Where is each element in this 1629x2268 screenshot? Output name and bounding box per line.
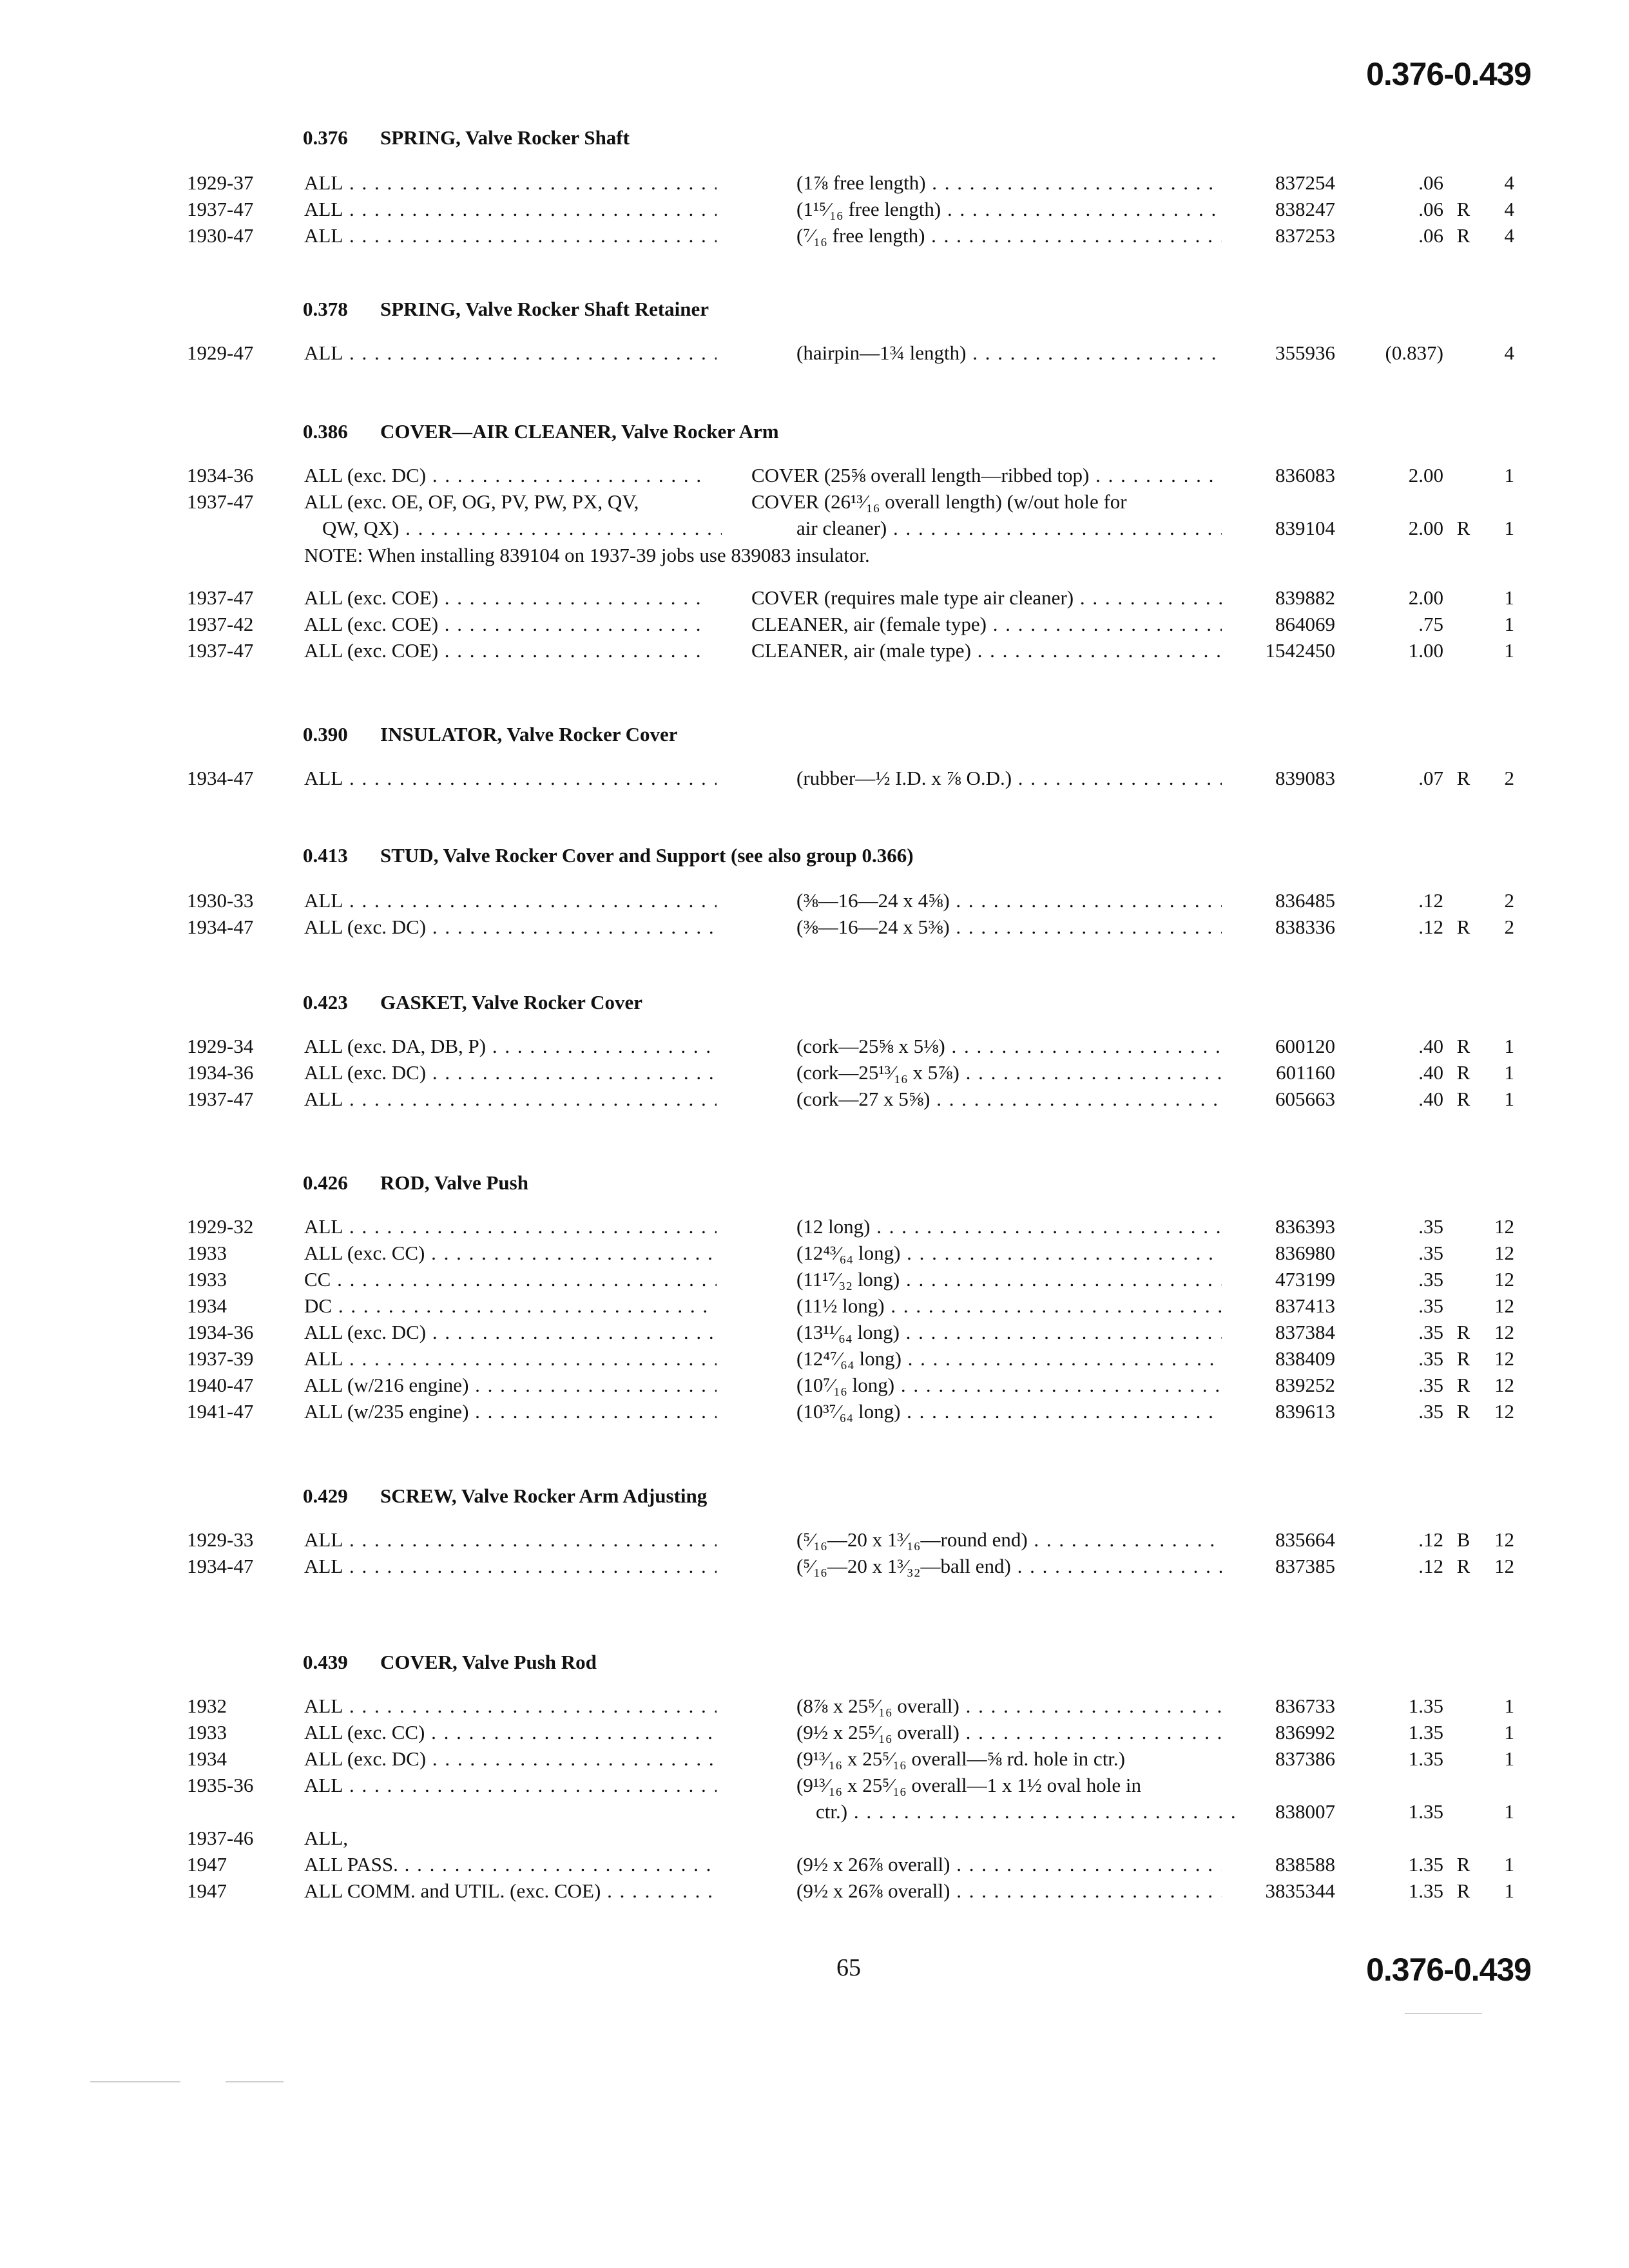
quantity: 2 xyxy=(1504,889,1514,912)
part-row xyxy=(0,1242,1629,1269)
price: .12 xyxy=(1418,889,1443,912)
models: ALL . . . xyxy=(304,767,717,790)
price: 1.35 xyxy=(1408,1853,1443,1876)
models: ALL (exc. DC) . . . xyxy=(304,1061,717,1084)
years: 1937-46 xyxy=(187,1827,254,1849)
years: 1937-47 xyxy=(187,586,254,609)
models: ALL . . . xyxy=(304,1215,717,1238)
quantity: 1 xyxy=(1504,1800,1514,1823)
years: 1937-47 xyxy=(187,1088,254,1110)
description: (⅜—16—24 x 5⅜) . . . xyxy=(796,916,1222,939)
models: ALL PASS. . . . xyxy=(304,1853,717,1876)
price: .12 xyxy=(1418,1528,1443,1551)
models: CC . . . xyxy=(304,1268,717,1291)
price: .12 xyxy=(1418,916,1443,938)
price: 1.35 xyxy=(1408,1747,1443,1770)
flag: R xyxy=(1456,1555,1470,1577)
years: 1937-47 xyxy=(187,198,254,220)
models: ALL . . . xyxy=(304,1555,717,1578)
part-row xyxy=(0,767,1629,794)
years: 1934-47 xyxy=(187,916,254,938)
quantity: 1 xyxy=(1504,1853,1514,1876)
flag: R xyxy=(1456,1347,1470,1370)
part-row xyxy=(0,1268,1629,1295)
part-row xyxy=(0,1374,1629,1401)
flag: R xyxy=(1456,1061,1470,1084)
part-row xyxy=(0,1528,1629,1555)
years: 1933 xyxy=(187,1242,227,1264)
quantity: 1 xyxy=(1504,613,1514,635)
part-number: 838007 xyxy=(1275,1800,1335,1823)
part-number: 1542450 xyxy=(1265,639,1335,662)
price: 1.35 xyxy=(1408,1695,1443,1717)
part-number: 836733 xyxy=(1275,1695,1335,1717)
years: 1947 xyxy=(187,1879,227,1902)
page-number: 65 xyxy=(836,1954,861,1981)
part-number: 605663 xyxy=(1275,1088,1335,1110)
part-row xyxy=(0,1347,1629,1374)
part-row xyxy=(0,1800,1629,1827)
flag: R xyxy=(1456,1853,1470,1876)
years: 1933 xyxy=(187,1721,227,1744)
years: 1929-37 xyxy=(187,171,254,194)
section-heading xyxy=(303,1171,528,1195)
price: .35 xyxy=(1418,1321,1443,1343)
part-number: 355936 xyxy=(1275,341,1335,364)
quantity: 1 xyxy=(1504,1695,1514,1717)
section-heading xyxy=(303,420,779,443)
group-number: 0.386 xyxy=(303,420,348,443)
section-title: ROD, Valve Push xyxy=(380,1171,528,1194)
years: 1947 xyxy=(187,1853,227,1876)
description: ctr.) . . . xyxy=(796,1800,1241,1823)
part-row xyxy=(0,171,1629,198)
models: ALL (w/235 engine) . . . xyxy=(304,1400,717,1423)
description: (hairpin—1¾ length) . . . xyxy=(796,341,1222,365)
years: 1937-42 xyxy=(187,613,254,635)
years: 1933 xyxy=(187,1268,227,1291)
part-number: 836980 xyxy=(1275,1242,1335,1264)
quantity: 1 xyxy=(1504,517,1514,539)
flag: R xyxy=(1456,517,1470,539)
quantity: 1 xyxy=(1504,1061,1514,1084)
price: .12 xyxy=(1418,1555,1443,1577)
description: (13¹¹⁄₆₄ long) . . . xyxy=(796,1321,1222,1344)
price: .35 xyxy=(1418,1242,1443,1264)
part-row xyxy=(0,490,1629,517)
quantity: 2 xyxy=(1504,916,1514,938)
quantity: 12 xyxy=(1494,1215,1514,1238)
price: .06 xyxy=(1418,224,1443,247)
section-title: INSULATOR, Valve Rocker Cover xyxy=(380,723,678,745)
description: (12⁴³⁄₆₄ long) . . . xyxy=(796,1242,1222,1265)
part-number: 600120 xyxy=(1275,1035,1335,1057)
price: .06 xyxy=(1418,171,1443,194)
part-number: 839613 xyxy=(1275,1400,1335,1423)
years: 1929-34 xyxy=(187,1035,254,1057)
price: .40 xyxy=(1418,1035,1443,1057)
models: ALL . . . xyxy=(304,171,717,195)
years: 1929-47 xyxy=(187,341,254,364)
description: (⁷⁄₁₆ free length) . . . xyxy=(796,224,1222,247)
part-number: 835664 xyxy=(1275,1528,1335,1551)
description: (10³⁷⁄₆₄ long) . . . xyxy=(796,1400,1222,1423)
years: 1941-47 xyxy=(187,1400,254,1423)
flag: R xyxy=(1456,1374,1470,1396)
quantity: 1 xyxy=(1504,1035,1514,1057)
price: .07 xyxy=(1418,767,1443,789)
price: 1.00 xyxy=(1408,639,1443,662)
quantity: 12 xyxy=(1494,1555,1514,1577)
price: 1.35 xyxy=(1408,1800,1443,1823)
quantity: 12 xyxy=(1494,1374,1514,1396)
description: (1¹⁵⁄₁₆ free length) . . . xyxy=(796,198,1222,221)
part-row xyxy=(0,916,1629,943)
description: (9½ x 26⅞ overall) . . . xyxy=(796,1879,1222,1903)
years: 1934 xyxy=(187,1294,227,1317)
section-heading xyxy=(303,298,709,321)
part-row xyxy=(0,1035,1629,1062)
part-row xyxy=(0,464,1629,491)
page-range-header: 0.376-0.439 xyxy=(1366,56,1531,92)
part-row xyxy=(0,1088,1629,1115)
price: 1.35 xyxy=(1408,1879,1443,1902)
models: ALL . . . xyxy=(304,1774,717,1797)
price: .40 xyxy=(1418,1088,1443,1110)
flag: R xyxy=(1456,1321,1470,1343)
part-row xyxy=(0,1695,1629,1722)
models: ALL (exc. DC) . . . xyxy=(304,1321,717,1344)
section-title: GASKET, Valve Rocker Cover xyxy=(380,991,643,1014)
part-number: 838336 xyxy=(1275,916,1335,938)
description: (9¹³⁄₁₆ x 25⁵⁄₁₆ overall—⅝ rd. hole in ctr.) xyxy=(796,1747,1125,1770)
part-number: 839083 xyxy=(1275,767,1335,789)
quantity: 12 xyxy=(1494,1528,1514,1551)
quantity: 12 xyxy=(1494,1347,1514,1370)
quantity: 1 xyxy=(1504,1721,1514,1744)
quantity: 1 xyxy=(1504,1088,1514,1110)
description: air cleaner) . . . xyxy=(796,517,1222,540)
part-row xyxy=(0,1555,1629,1582)
part-number: 836393 xyxy=(1275,1215,1335,1238)
quantity: 1 xyxy=(1504,1747,1514,1770)
description: (9¹³⁄₁₆ x 25⁵⁄₁₆ overall—1 x 1½ oval hole in xyxy=(796,1774,1141,1796)
part-row xyxy=(0,1747,1629,1774)
years: 1930-47 xyxy=(187,224,254,247)
part-number: 837386 xyxy=(1275,1747,1335,1770)
section-title: SPRING, Valve Rocker Shaft Retainer xyxy=(380,298,709,320)
part-number: 3835344 xyxy=(1265,1879,1335,1902)
models: ALL (exc. DA, DB, P) . . . xyxy=(304,1035,717,1058)
price: 2.00 xyxy=(1408,464,1443,486)
years: 1934 xyxy=(187,1747,227,1770)
part-row xyxy=(0,341,1629,369)
models: ALL . . . xyxy=(304,1088,717,1111)
price: (0.837) xyxy=(1385,341,1443,364)
quantity: 12 xyxy=(1494,1294,1514,1317)
scan-artifact xyxy=(90,2081,180,2082)
models: ALL (exc. COE) . . . xyxy=(304,586,704,610)
models: ALL (exc. COE) . . . xyxy=(304,639,704,662)
price: 2.00 xyxy=(1408,586,1443,609)
models: ALL (w/216 engine) . . . xyxy=(304,1374,717,1397)
flag: R xyxy=(1456,767,1470,789)
flag: R xyxy=(1456,198,1470,220)
part-number: 838247 xyxy=(1275,198,1335,220)
part-number: 864069 xyxy=(1275,613,1335,635)
description: COVER (25⅝ overall length—ribbed top) . . . xyxy=(751,464,1222,487)
quantity: 12 xyxy=(1494,1400,1514,1423)
part-row xyxy=(0,1827,1629,1854)
years: 1937-47 xyxy=(187,639,254,662)
section-heading xyxy=(303,126,630,149)
description: (cork—25¹³⁄₁₆ x 5⅞) . . . xyxy=(796,1061,1222,1084)
description: COVER (requires male type air cleaner) . . . xyxy=(751,586,1222,610)
flag: R xyxy=(1456,916,1470,938)
part-row xyxy=(0,1400,1629,1427)
models: ALL . . . xyxy=(304,198,717,221)
years: 1934-47 xyxy=(187,767,254,789)
description: (9½ x 25⁵⁄₁₆ overall) . . . xyxy=(796,1721,1222,1744)
price: .35 xyxy=(1418,1400,1443,1423)
models: ALL . . . xyxy=(304,224,717,247)
flag: R xyxy=(1456,1088,1470,1110)
section-heading xyxy=(303,723,678,746)
models: ALL . . . xyxy=(304,341,717,365)
models: ALL (exc. OE, OF, OG, PV, PW, PX, QV, xyxy=(304,490,639,513)
group-number: 0.426 xyxy=(303,1171,348,1194)
description: CLEANER, air (female type) . . . xyxy=(751,613,1222,636)
scan-artifact xyxy=(1405,2013,1482,2014)
years: 1940-47 xyxy=(187,1374,254,1396)
part-row xyxy=(0,889,1629,916)
part-row xyxy=(0,1215,1629,1242)
price: .75 xyxy=(1418,613,1443,635)
part-row xyxy=(0,1294,1629,1321)
flag: R xyxy=(1456,1879,1470,1902)
models: QW, QX) . . . xyxy=(304,517,722,540)
part-row xyxy=(0,613,1629,640)
part-row xyxy=(0,224,1629,251)
description: (cork—27 x 5⅝) . . . xyxy=(796,1088,1222,1111)
years: 1934-47 xyxy=(187,1555,254,1577)
models: ALL (exc. DC) . . . xyxy=(304,916,717,939)
page-range-footer: 0.376-0.439 xyxy=(1366,1952,1531,1988)
part-row xyxy=(0,1774,1629,1801)
models: ALL . . . xyxy=(304,889,717,912)
quantity: 4 xyxy=(1504,198,1514,220)
description: (rubber—½ I.D. x ⅞ O.D.) . . . xyxy=(796,767,1222,790)
quantity: 1 xyxy=(1504,586,1514,609)
group-number: 0.390 xyxy=(303,723,348,745)
years: 1934-36 xyxy=(187,1321,254,1343)
years: 1934-36 xyxy=(187,464,254,486)
quantity: 4 xyxy=(1504,341,1514,364)
description: (⅜—16—24 x 4⅝) . . . xyxy=(796,889,1222,912)
years: 1937-47 xyxy=(187,490,254,513)
group-number: 0.429 xyxy=(303,1485,348,1507)
part-row xyxy=(0,1061,1629,1088)
part-row xyxy=(0,1321,1629,1348)
part-number: 836992 xyxy=(1275,1721,1335,1744)
years: 1934-36 xyxy=(187,1061,254,1084)
group-number: 0.439 xyxy=(303,1651,348,1673)
description: (⁵⁄₁₆—20 x 1³⁄₃₂—ball end) . . . xyxy=(796,1555,1222,1578)
flag: R xyxy=(1456,1400,1470,1423)
description: (12 long) . . . xyxy=(796,1215,1222,1238)
price: .35 xyxy=(1418,1294,1443,1317)
models: ALL (exc. DC) . . . xyxy=(304,1747,717,1771)
part-number: 838409 xyxy=(1275,1347,1335,1370)
section-title: SPRING, Valve Rocker Shaft xyxy=(380,126,630,149)
description: (12⁴⁷⁄₆₄ long) . . . xyxy=(796,1347,1222,1370)
models: ALL COMM. and UTIL. (exc. COE) . . . xyxy=(304,1879,717,1903)
section-title: SCREW, Valve Rocker Arm Adjusting xyxy=(380,1485,708,1507)
part-row xyxy=(0,517,1629,544)
description: (1⅞ free length) . . . xyxy=(796,171,1222,195)
quantity: 4 xyxy=(1504,171,1514,194)
years: 1929-33 xyxy=(187,1528,254,1551)
part-number: 837253 xyxy=(1275,224,1335,247)
description: COVER (26¹³⁄₁₆ overall length) (w/out hole for xyxy=(751,490,1127,513)
quantity: 12 xyxy=(1494,1268,1514,1291)
part-number: 836083 xyxy=(1275,464,1335,486)
models: ALL . . . xyxy=(304,1695,717,1718)
section-title: STUD, Valve Rocker Cover and Support (see also group 0.366) xyxy=(380,844,914,867)
description: (11½ long) . . . xyxy=(796,1294,1222,1318)
part-number: 837385 xyxy=(1275,1555,1335,1577)
models: DC . . . xyxy=(304,1294,717,1318)
scan-artifact xyxy=(226,2081,284,2082)
part-number: 601160 xyxy=(1276,1061,1335,1084)
description: (⁵⁄₁₆—20 x 1³⁄₁₆—round end) . . . xyxy=(796,1528,1222,1552)
quantity: 2 xyxy=(1504,767,1514,789)
flag: R xyxy=(1456,1035,1470,1057)
part-row xyxy=(0,586,1629,613)
models: ALL (exc. DC) . . . xyxy=(304,464,704,487)
section-heading xyxy=(303,1651,597,1674)
price: .35 xyxy=(1418,1215,1443,1238)
section-title: COVER, Valve Push Rod xyxy=(380,1651,597,1673)
group-number: 0.413 xyxy=(303,844,348,867)
part-number: 837254 xyxy=(1275,171,1335,194)
description: (11¹⁷⁄₃₂ long) . . . xyxy=(796,1268,1222,1291)
models: ALL . . . xyxy=(304,1528,717,1552)
part-row xyxy=(0,1879,1629,1907)
part-number: 837413 xyxy=(1275,1294,1335,1317)
section-heading xyxy=(303,991,642,1014)
price: 2.00 xyxy=(1408,517,1443,539)
quantity: 1 xyxy=(1504,639,1514,662)
flag: B xyxy=(1456,1528,1470,1551)
part-row xyxy=(0,639,1629,666)
description: (9½ x 26⅞ overall) . . . xyxy=(796,1853,1222,1876)
part-number: 839252 xyxy=(1275,1374,1335,1396)
quantity: 12 xyxy=(1494,1321,1514,1343)
flag: R xyxy=(1456,224,1470,247)
description: CLEANER, air (male type) . . . xyxy=(751,639,1222,662)
quantity: 4 xyxy=(1504,224,1514,247)
part-number: 838588 xyxy=(1275,1853,1335,1876)
quantity: 12 xyxy=(1494,1242,1514,1264)
quantity: 1 xyxy=(1504,464,1514,486)
section-heading xyxy=(303,1485,707,1508)
part-number: 473199 xyxy=(1275,1268,1335,1291)
description: (10⁷⁄₁₆ long) . . . xyxy=(796,1374,1222,1397)
models: ALL (exc. CC) . . . xyxy=(304,1242,717,1265)
part-row xyxy=(0,1853,1629,1880)
part-number: 837384 xyxy=(1275,1321,1335,1343)
part-row xyxy=(0,1721,1629,1748)
years: 1935-36 xyxy=(187,1774,254,1796)
years: 1932 xyxy=(187,1695,227,1717)
part-number: 839104 xyxy=(1275,517,1335,539)
models: ALL (exc. CC) . . . xyxy=(304,1721,717,1744)
group-number: 0.378 xyxy=(303,298,348,320)
description: (8⅞ x 25⁵⁄₁₆ overall) . . . xyxy=(796,1695,1222,1718)
price: .35 xyxy=(1418,1347,1443,1370)
price: .35 xyxy=(1418,1374,1443,1396)
part-number: 839882 xyxy=(1275,586,1335,609)
models: ALL, xyxy=(304,1827,349,1849)
quantity: 1 xyxy=(1504,1879,1514,1902)
group-number: 0.376 xyxy=(303,126,348,149)
years: 1929-32 xyxy=(187,1215,254,1238)
models: ALL (exc. COE) . . . xyxy=(304,613,704,636)
description: (cork—25⅝ x 5⅛) . . . xyxy=(796,1035,1222,1058)
part-number: 836485 xyxy=(1275,889,1335,912)
price: .35 xyxy=(1418,1268,1443,1291)
part-row xyxy=(0,198,1629,225)
price: .40 xyxy=(1418,1061,1443,1084)
price: .06 xyxy=(1418,198,1443,220)
models: ALL . . . xyxy=(304,1347,717,1370)
section-note: NOTE: When installing 839104 on 1937-39 jobs use 839083 insulator. xyxy=(304,544,870,566)
years: 1937-39 xyxy=(187,1347,254,1370)
section-heading xyxy=(303,844,914,867)
years: 1930-33 xyxy=(187,889,254,912)
section-title: COVER—AIR CLEANER, Valve Rocker Arm xyxy=(380,420,779,443)
group-number: 0.423 xyxy=(303,991,348,1014)
price: 1.35 xyxy=(1408,1721,1443,1744)
